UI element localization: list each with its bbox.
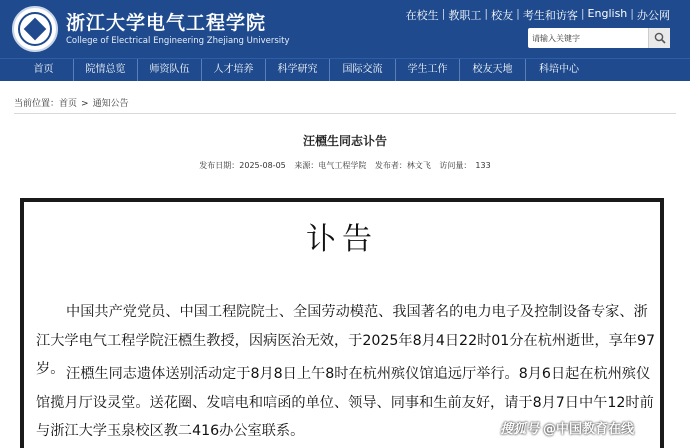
top-link-visitors[interactable]: 考生和访客 [522,9,578,22]
watermark [500,418,634,437]
nav-item-faculty[interactable]: 师资队伍 [138,59,202,81]
search-button[interactable] [648,28,670,48]
main-nav [0,58,690,81]
search-input[interactable] [528,28,648,48]
nav-item-research[interactable]: 科学研究 [266,59,330,81]
article-meta [0,160,690,171]
top-link-office[interactable]: 办公网 [637,9,670,22]
article-publisher: 发布者：林文飞 [374,161,431,170]
notice-heading: 讣告 [306,222,378,257]
notice-paragraph-1: 中国共产党党员、中国工程院院士、全国劳动模范、我国著名的电力电子及控制设备专家、浙江大学电气工程学院汪槱生教授，因病医治无效，于2025年8月4日22时01分在杭州逝世，享年97岁。 [36,304,656,377]
watermark-text: @中国教育在线 [543,422,635,437]
top-link-english[interactable]: English [587,7,628,20]
university-logo[interactable] [12,6,58,52]
nav-item-education[interactable]: 人才培养 [202,59,266,81]
nav-item-home[interactable]: 首页 [14,59,74,81]
site-header [0,0,690,58]
search-box [528,28,670,48]
search-icon [654,32,666,44]
nav-item-student-affairs[interactable]: 学生工作 [396,59,460,81]
college-name-en: College of Electrical Engineering Zhejiang University [66,36,290,46]
publish-date: 发布日期：2025-08-05 [199,161,286,170]
college-name-cn[interactable]: 浙江大学电气工程学院 [66,12,267,34]
breadcrumb-current[interactable]: 通知公告 [92,99,129,109]
breadcrumb-home[interactable]: 首页 [59,99,78,109]
nav-item-training-center[interactable]: 科培中心 [539,64,579,75]
top-link-alumni[interactable]: 校友 [491,9,514,22]
watermark-brand: 搜狐号 [500,422,540,437]
divider [14,113,676,114]
breadcrumb [14,96,129,109]
view-count: 访问量： 133 [439,161,491,170]
article-title: 汪槱生同志讣告 [302,134,387,148]
nav-item-overview[interactable]: 院情总览 [74,59,138,81]
obituary-notice [20,198,664,448]
top-links: 在校生 | 教职工 | 校友 | 考生和访客 | English | 办公网 [405,7,670,22]
top-link-students[interactable]: 在校生 [405,9,439,22]
breadcrumb-label: 当前位置： [14,99,60,109]
breadcrumb-separator: > [81,99,89,109]
notice-paragraph-2: 汪槱生同志遗体送别活动定于8月8日上午8时在杭州殡仪馆追远厅举行。8月6日起在杭州殡仪馆揽月厅设灵堂。送花圈、发唁电和唁函的单位、领导、同事和生前友好，请于8月7日中午12时前与浙江大学玉泉校区教二416办公室联系。 [36,366,654,439]
nav-item-alumni[interactable]: 校友天地 [460,59,526,81]
nav-item-international[interactable]: 国际交流 [330,59,396,81]
top-link-staff[interactable]: 教职工 [448,9,482,22]
article-source: 来源：电气工程学院 [294,161,367,170]
